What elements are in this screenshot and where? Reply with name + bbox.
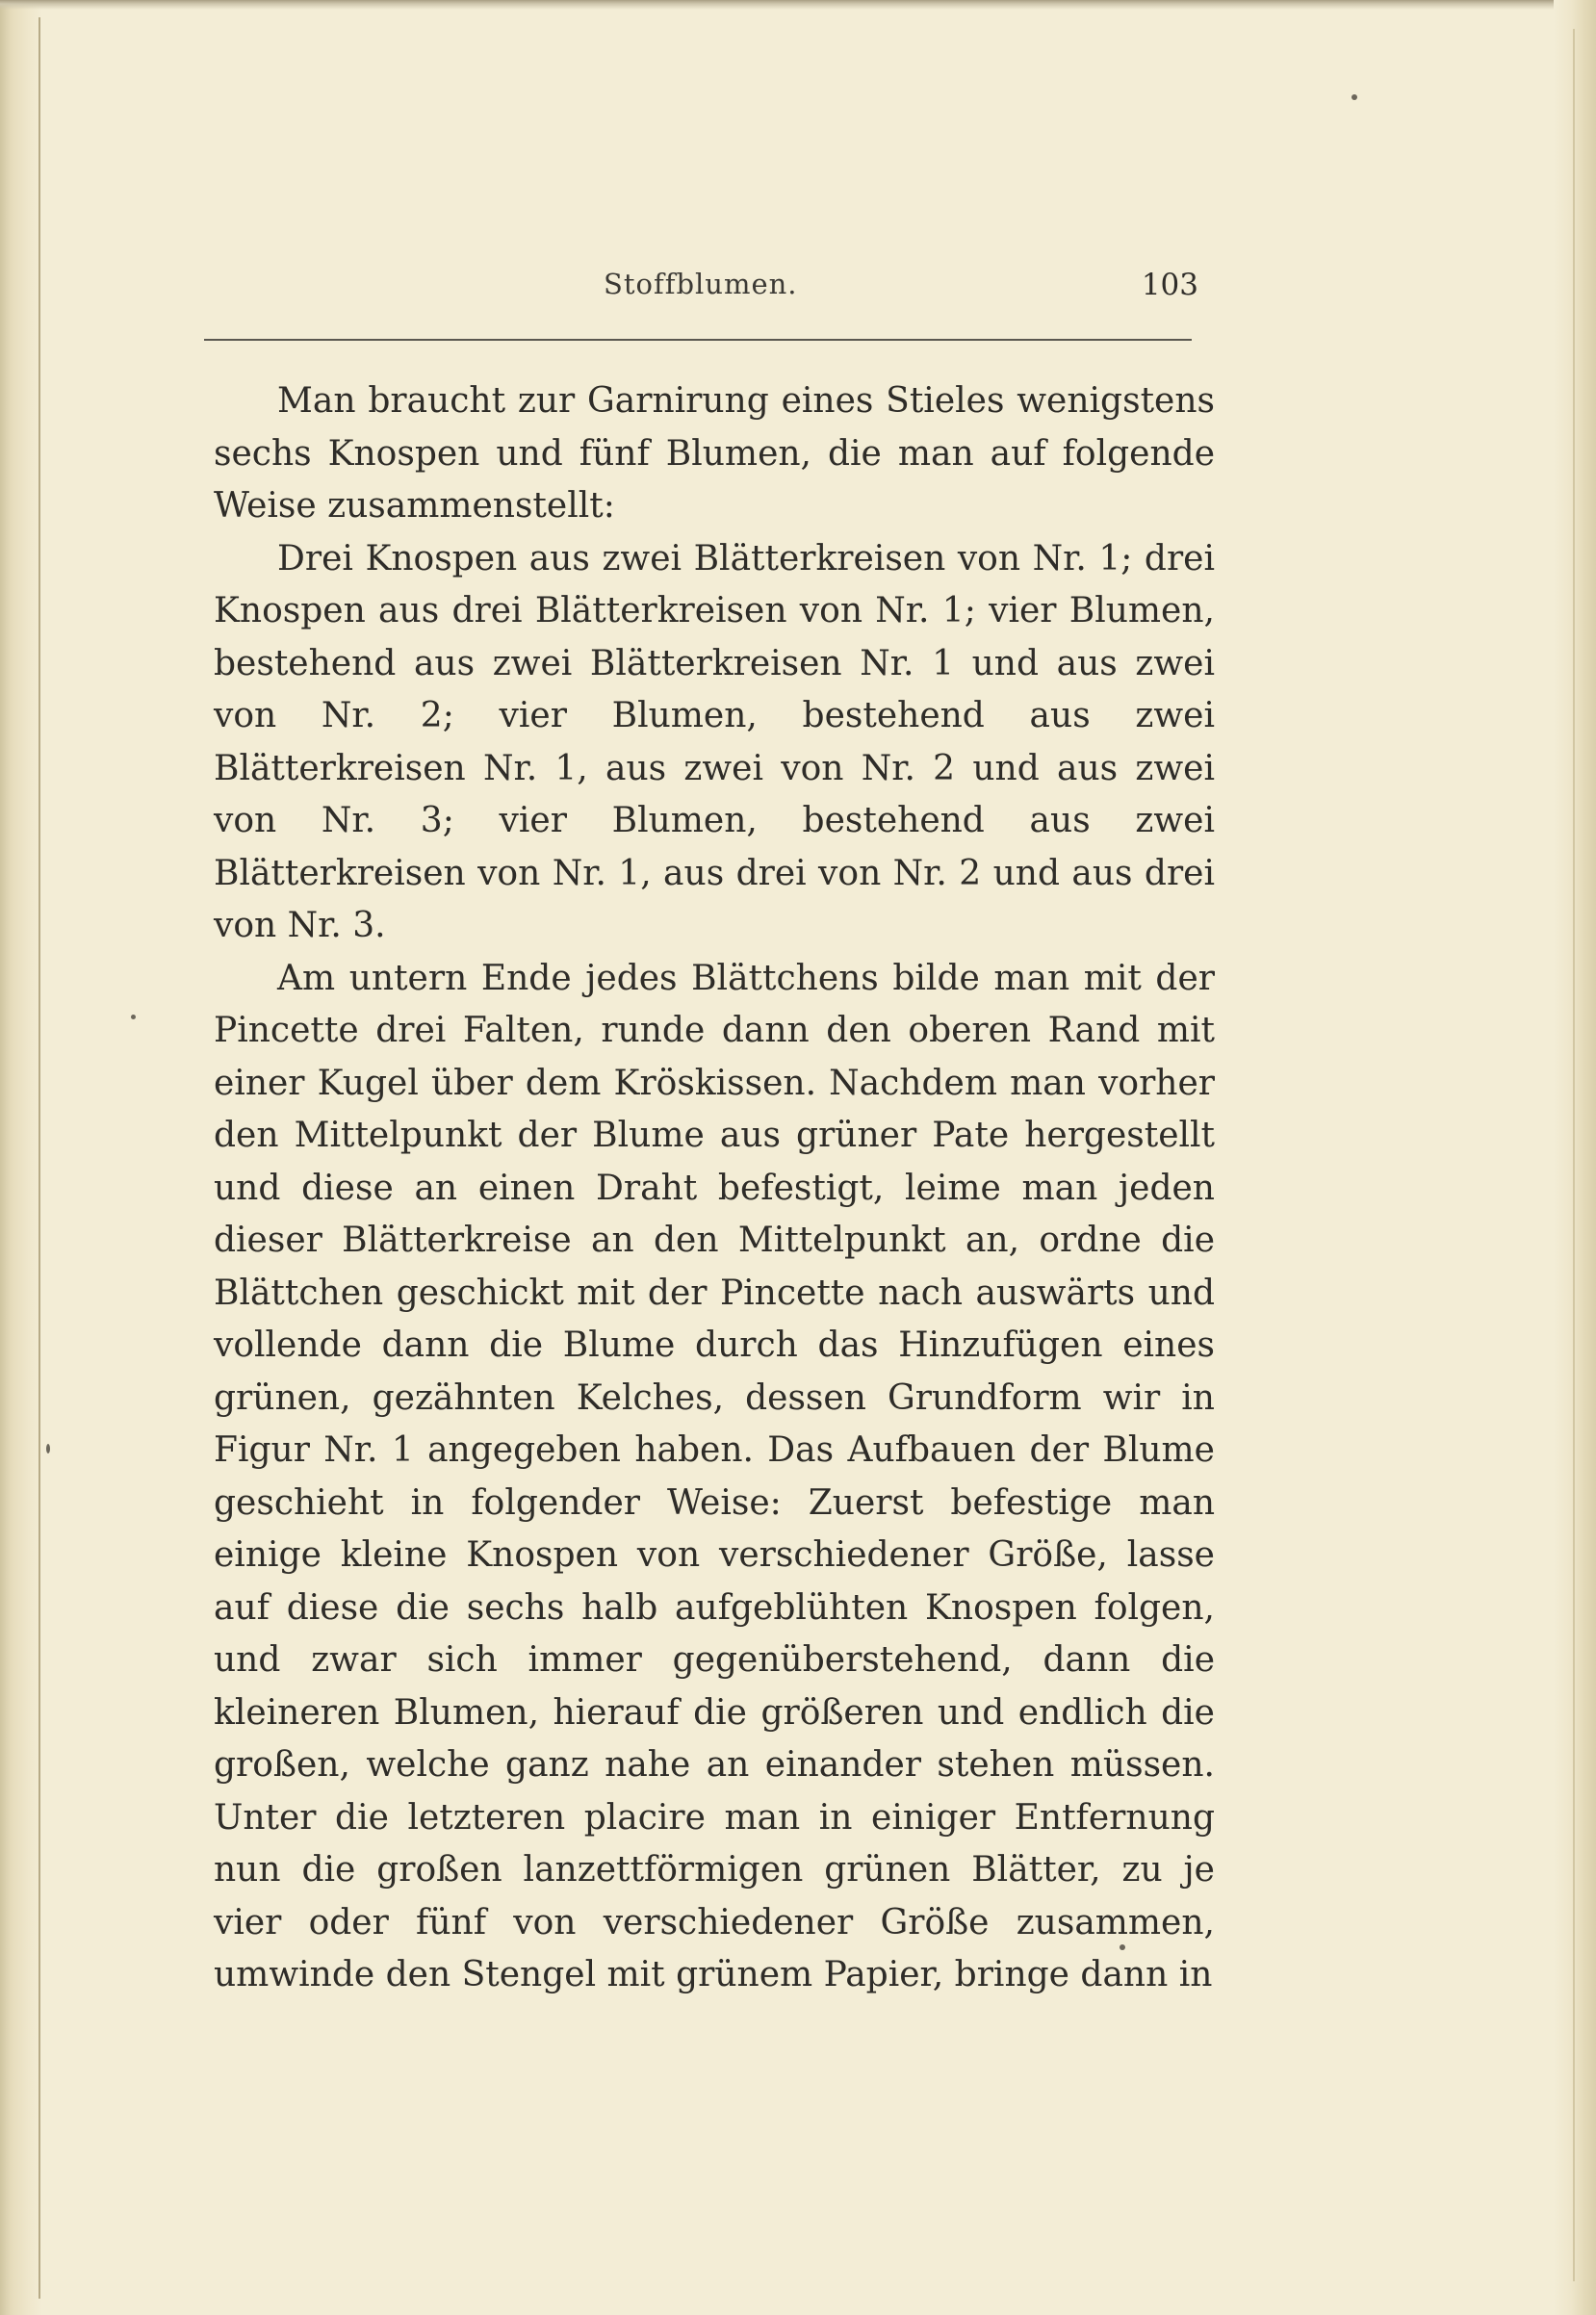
paragraph: Am untern Ende jedes Blättchens bilde man mit der Pincette drei Falten, runde dann den oberen Rand mit einer Kugel über dem Kröskissen. Nachdem man vorher den Mittelpunkt der Blume aus grüner Pate hergestellt und diese an einen Draht befestigt, leime man jeden dieser Blätterkreise an den Mittelpunkt an, ordne die Blättchen geschickt mit der Pincette nach auswärts und vollende dann die Blume durch das Hinzufügen eines grünen, gezähnten Kelches, dessen Grundform wir in Figur Nr. 1 angegeben haben. Das Aufbauen der Blume geschieht in folgender Weise: Zuerst befestige man einige kleine Knospen von verschiedener Größe, lasse auf diese die sechs halb aufgeblühten Knospen folgen, und zwar sich immer gegenüberstehend, dann die kleineren Blumen, hierauf die größeren und endlich die großen, welche ganz nahe an einander stehen müssen. Unter die letzteren placire man in einiger Entfernung nun die großen lanzettförmigen grünen Blätter, zu je vier oder fünf von verschiedener Größe zusammen, umwinde den Stengel mit grünem Papier, bringe dann in [214,958,1215,1994]
page-number: 103 [1141,268,1198,302]
paragraph: Drei Knospen aus zwei Blätterkreisen von Nr. 1; drei Knospen aus drei Blätterkreisen von Nr. 1; vier Blumen, bestehend aus zwei Blätterkreisen Nr. 1 und aus zwei von Nr. 2; vier Blumen, bestehend aus zwei Blätterkreisen Nr. 1, aus zwei von Nr. 2 und aus zwei von Nr. 3; vier Blumen, bestehend aus zwei Blätterkreisen von Nr. 1, aus drei von Nr. 2 und aus drei von Nr. 3. [214,538,1215,945]
paper-speck [46,1444,50,1453]
binding-line [39,17,40,2299]
paper-speck [1351,94,1357,100]
page-right-edge [1554,0,1596,2315]
page-right-line [1573,29,1575,2281]
body-text [214,375,1215,2002]
paper-speck [131,1015,136,1019]
page-header [274,268,1198,314]
header-rule [204,339,1192,341]
paper-speck [1120,1944,1125,1950]
page-top-edge [0,0,1559,10]
paragraph: Man braucht zur Garnirung eines Stieles wenigstens sechs Knospen und fünf Blumen, die man auf folgende Weise zusammenstellt: [214,381,1215,526]
page-left-edge [0,0,42,2315]
running-head: Stoffblumen. [604,268,798,300]
